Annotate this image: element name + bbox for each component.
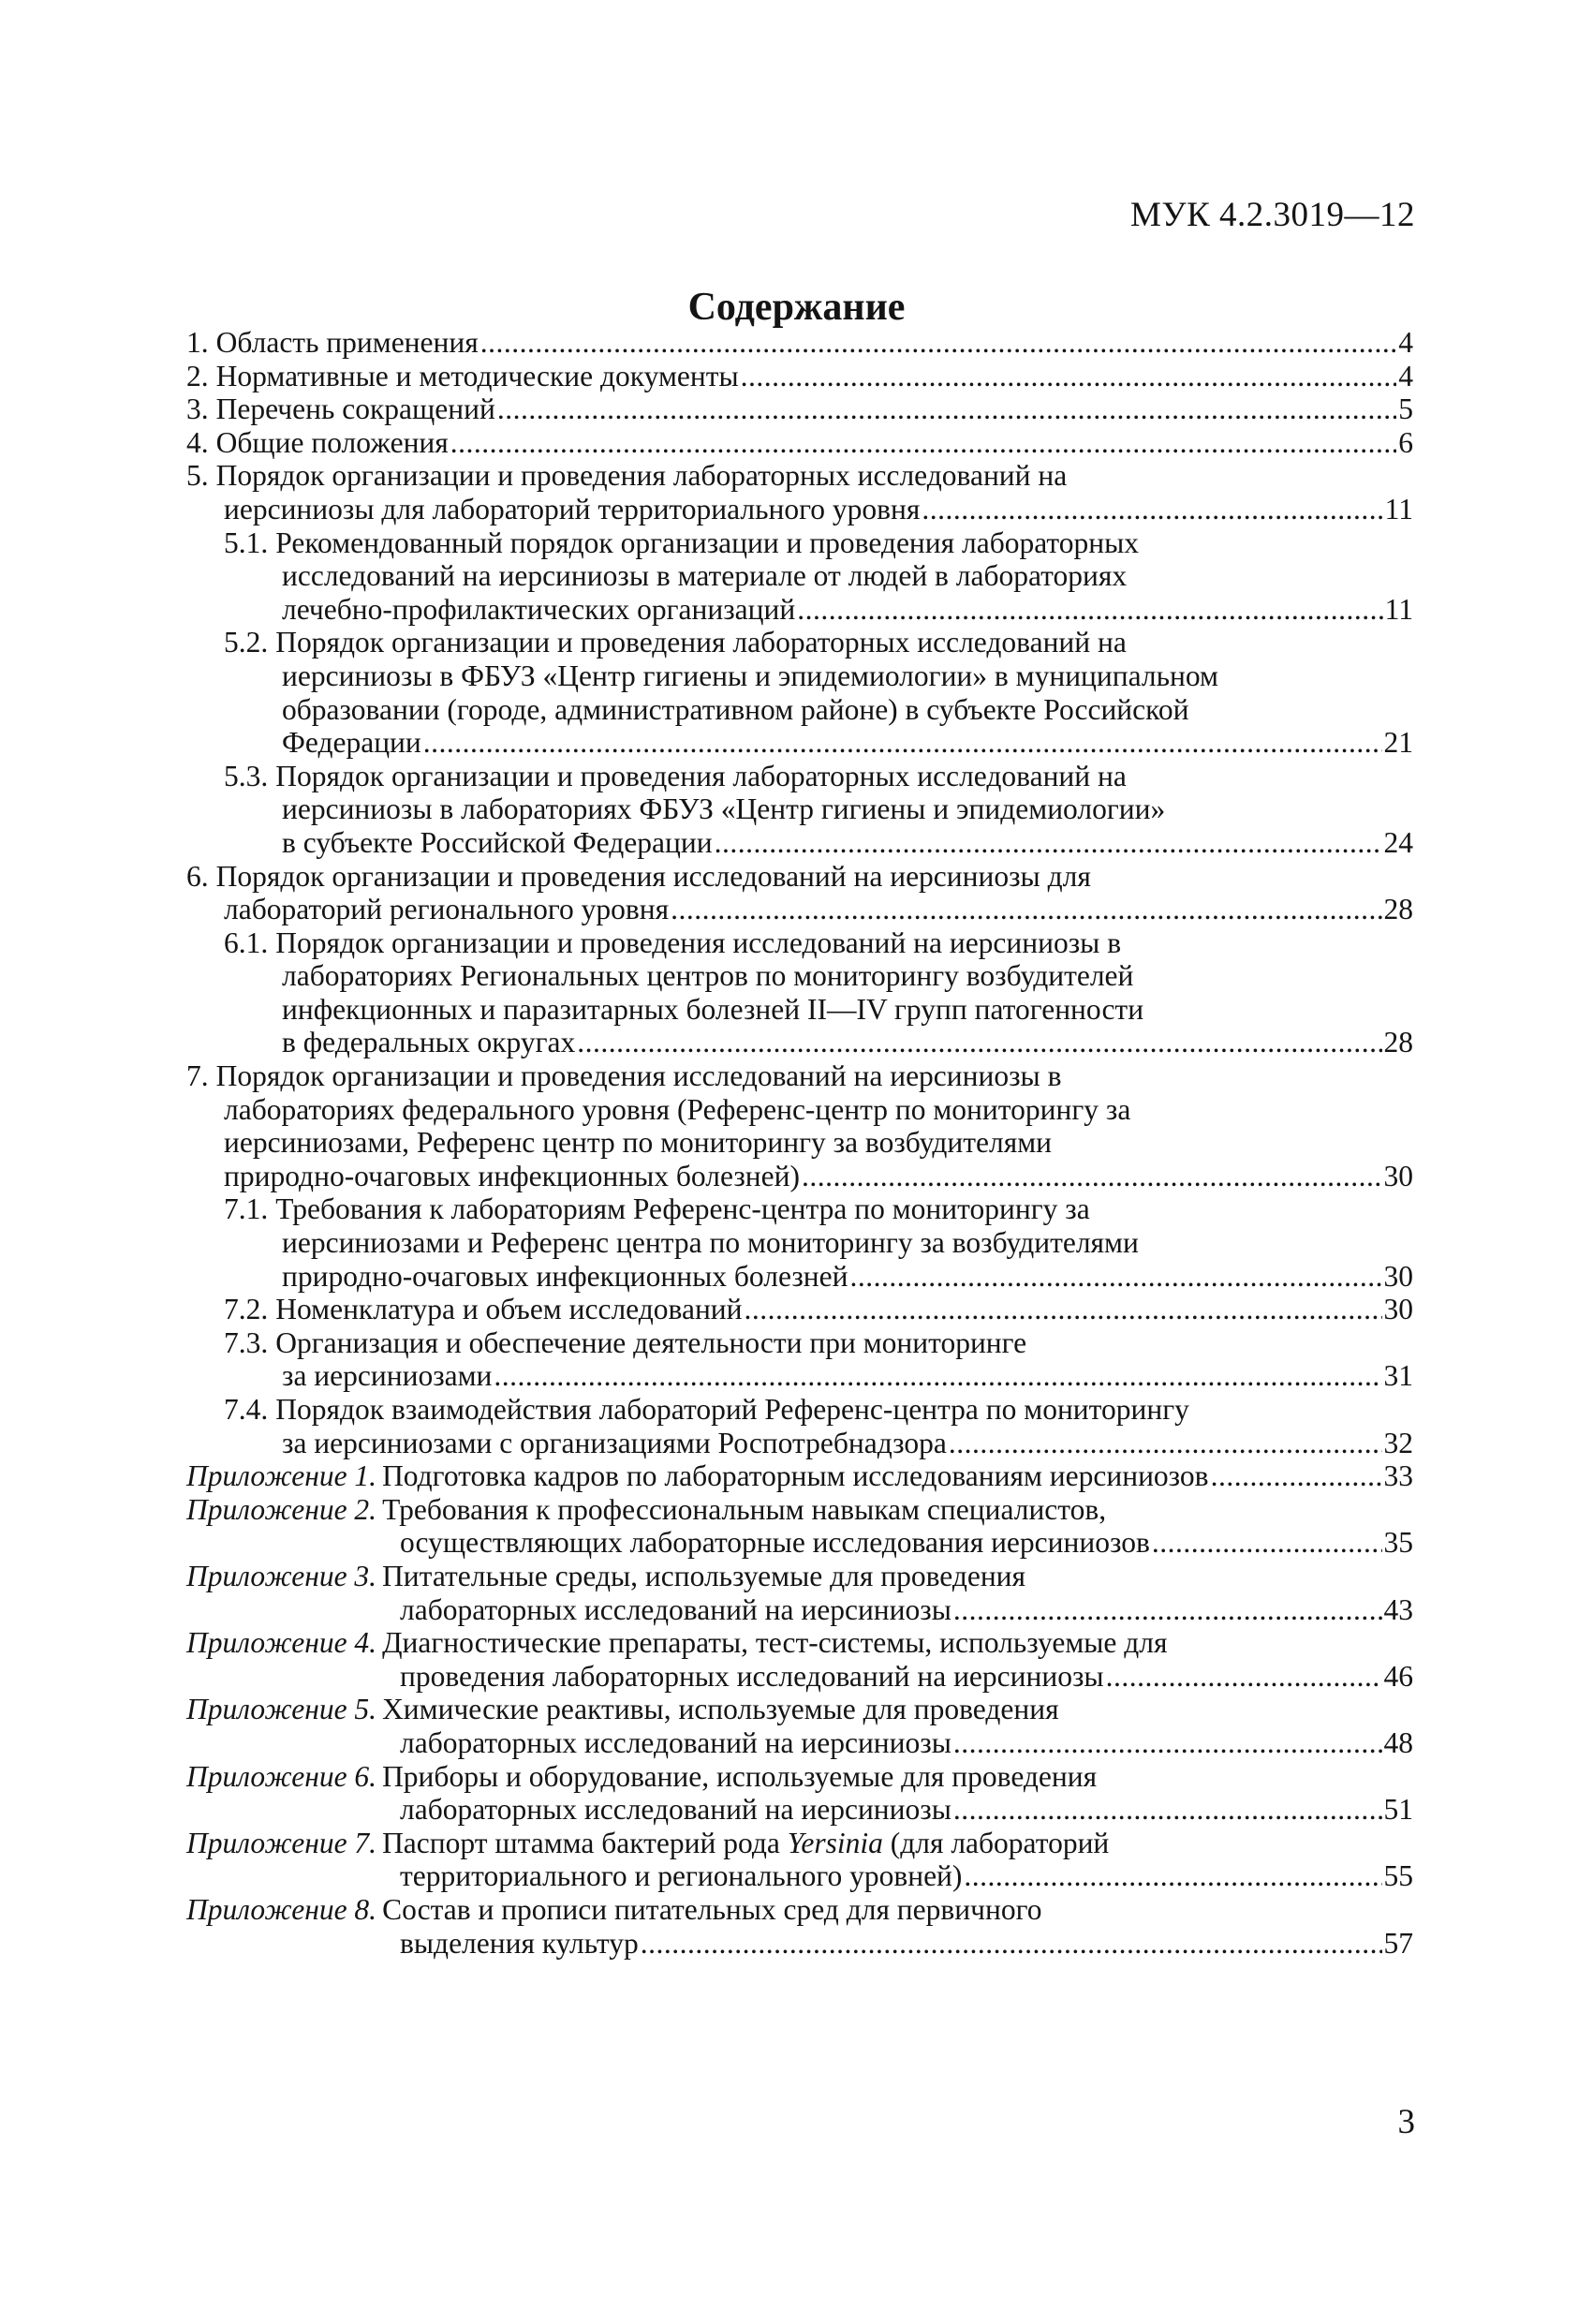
toc-entry-line [224,626,1413,659]
toc-entry-text: Порядок организации и проведения исследований на иерсиниозы в [275,925,1122,959]
toc-entry-line [224,659,1413,693]
section-number: 7. [186,1059,209,1093]
toc-entry[interactable] [186,392,1413,426]
toc-page-number: 11 [1384,492,1413,525]
section-number: 7.2. [224,1293,269,1326]
dot-leader [741,360,1397,393]
table-of-contents [186,326,1413,1960]
toc-entry-last-line [186,1927,1413,1961]
toc-entry-text: Химические реактивы, используемые для проведения [382,1693,1059,1726]
toc-entry-text: Организация и обеспечение деятельности при мониторинге [275,1325,1027,1359]
toc-entry[interactable] [186,1059,1413,1192]
toc-entry-text: Приборы и оборудование, используемые для проведения [382,1759,1098,1793]
section-number: 3. [186,392,209,426]
page-number: 3 [1397,2103,1415,2141]
toc-entry-text: лабораториях Региональных центров по мониторингу возбудителей [282,959,1134,993]
toc-entry-line [186,1760,1413,1794]
toc-entry-text: лабораторных исследований на иерсиниозы [400,1592,951,1626]
toc-entry-text: Порядок организации и проведения исследований на иерсиниозы для [215,859,1091,893]
dot-leader [423,726,1382,760]
toc-entry-last-line [186,360,1413,393]
toc-page-number: 33 [1383,1459,1413,1493]
section-number: 5.2. [224,626,269,659]
dot-leader [494,1359,1381,1393]
toc-entry[interactable] [186,1893,1413,1960]
toc-page-number: 30 [1383,1259,1413,1293]
toc-entry-last-line [186,392,1413,426]
document-code: МУК 4.2.3019—12 [1129,196,1415,234]
dot-leader [964,1859,1381,1893]
toc-entry-text: проведения лабораторных исследований на иерсиниозы [400,1659,1104,1693]
toc-entry-last-line [224,826,1413,860]
toc-entry-text: Состав и прописи питательных сред для первичного [382,1892,1042,1926]
toc-entry-last-line [186,1793,1413,1827]
appendix-label: Приложение 7. [186,1826,377,1859]
toc-entry-last-line [224,1026,1413,1059]
toc-entry-line [224,926,1413,960]
toc-page-number: 43 [1383,1592,1413,1626]
section-number: 6. [186,859,209,893]
toc-entry[interactable] [186,626,1413,759]
dot-leader [715,826,1382,860]
toc-entry-line [186,860,1413,894]
toc-entry-last-line [224,593,1413,627]
toc-page-number: 35 [1383,1526,1413,1560]
toc-entry-text: Требования к профессиональным навыкам специалистов, [382,1492,1107,1526]
toc-entry-text: Диагностические препараты, тест-системы, используемые для [382,1626,1168,1660]
toc-entry-text: территориального и регионального уровней) [400,1859,963,1893]
toc-entry-text: Порядок взаимодействия лабораторий Референс-центра по мониторингу [275,1393,1189,1426]
toc-entry-line [186,1493,1413,1527]
toc-entry-line [224,1226,1413,1260]
section-number: 5.3. [224,759,269,792]
toc-entry-text: лечебно-профилактических организаций [282,592,796,626]
dot-leader [577,1026,1381,1059]
toc-entry-text: иерсиниозы для лабораторий территориального уровня [224,492,921,525]
toc-entry-line [186,1126,1413,1160]
toc-entry-last-line [186,1593,1413,1627]
section-number: 6.1. [224,925,269,959]
toc-entry-last-line [224,726,1413,760]
toc-entry-text: Порядок организации и проведения исследований на иерсиниозы в [215,1059,1062,1093]
section-number: 5. [186,459,209,493]
toc-entry-last-line [224,1427,1413,1460]
toc-page-number: 4 [1398,359,1413,392]
toc-entry-text: образовании (городе, административном районе) в субъекте Российской [282,692,1189,726]
toc-entry-last-line [186,893,1413,926]
toc-page-number: 30 [1383,1293,1413,1326]
toc-entry-line [186,1560,1413,1593]
toc-entry-last-line [186,1160,1413,1193]
section-number: 1. [186,326,209,359]
toc-entry-text: осуществляющих лабораторные исследования иерсиниозов [400,1526,1150,1560]
toc-entry-line [224,1393,1413,1427]
appendix-label: Приложение 5. [186,1693,377,1726]
dot-leader [953,1726,1382,1760]
toc-entry[interactable] [186,1760,1413,1827]
toc-entry[interactable] [186,326,1413,360]
toc-entry-text: Питательные среды, используемые для проведения [382,1559,1026,1592]
toc-entry-text: исследований на иерсиниозы в материале от людей в лабораториях [282,559,1128,593]
dot-leader [450,426,1396,460]
dot-leader [1106,1660,1382,1694]
toc-entry-text: выделения культур [400,1926,639,1960]
toc-entry-text: Требования к лабораториям Референс-центра по мониторингу за [275,1192,1090,1226]
toc-entry[interactable] [186,1459,1413,1493]
toc-entry-text: Паспорт штамма бактерий рода Yersinia (для лабораторий [382,1826,1110,1859]
dot-leader [953,1793,1382,1827]
toc-entry-line [224,1326,1413,1360]
toc-entry-text: Общие положения [215,425,449,459]
appendix-label: Приложение 4. [186,1626,377,1660]
toc-entry-text: Перечень сокращений [215,392,495,426]
toc-page-number: 6 [1398,425,1413,459]
toc-entry-last-line [186,1660,1413,1694]
toc-page-number: 5 [1398,392,1413,426]
toc-entry-text: за иерсиниозами [282,1359,493,1393]
toc-entry[interactable] [186,1560,1413,1626]
toc-entry[interactable] [186,1192,1413,1293]
toc-entry-line [224,1192,1413,1226]
toc-entry-text: иерсиниозы в ФБУЗ «Центр гигиены и эпидемиологии» в муниципальном [282,659,1218,692]
toc-entry-last-line [186,1726,1413,1760]
toc-entry-line [186,1626,1413,1660]
appendix-label: Приложение 2. [186,1492,377,1526]
toc-entry-text: природно-очаговых инфекционных болезней [282,1259,848,1293]
dot-leader [497,392,1396,426]
toc-page-number: 28 [1383,893,1413,926]
toc-entry-last-line [224,1359,1413,1393]
toc-entry-last-line [186,1459,1413,1493]
toc-entry[interactable] [186,459,1413,525]
toc-page-number: 55 [1383,1859,1413,1893]
dot-leader [953,1593,1382,1627]
toc-entry-line [224,792,1413,826]
toc-page-number: 48 [1383,1725,1413,1759]
toc-entry[interactable] [186,1827,1413,1893]
toc-entry-line [186,1093,1413,1127]
section-number: 2. [186,359,209,392]
toc-entry-text: Нормативные и методические документы [215,359,739,392]
toc-entry[interactable] [186,760,1413,860]
toc-entry[interactable] [186,860,1413,926]
toc-entry[interactable] [186,1393,1413,1459]
toc-entry-line [186,459,1413,493]
dot-leader [671,893,1381,926]
dot-leader [802,1160,1382,1193]
appendix-label: Приложение 1. [186,1459,377,1493]
section-number: 7.3. [224,1325,269,1359]
toc-entry[interactable] [186,426,1413,460]
toc-page-number: 46 [1383,1659,1413,1693]
toc-entry-line [186,1893,1413,1927]
toc-entry-last-line [186,493,1413,526]
toc-entry-last-line [224,1260,1413,1294]
toc-entry-text: в федеральных округах [282,1026,576,1059]
dot-leader [849,1260,1381,1294]
toc-entry-text: за иерсиниозами с организациями Роспотребнадзора [282,1426,947,1459]
section-number: 4. [186,425,209,459]
toc-entry-text: иерсиниозами и Референс центра по мониторингу за возбудителями [282,1226,1139,1260]
toc-entry-line [224,526,1413,560]
toc-entry-line [186,1693,1413,1726]
toc-entry-text: природно-очаговых инфекционных болезней) [224,1159,800,1192]
toc-title: Содержание [687,286,906,329]
toc-entry-text: Область применения [215,326,479,359]
toc-page-number: 57 [1383,1926,1413,1960]
dot-leader [797,593,1382,627]
toc-entry-text: лабораторных исследований на иерсиниозы [400,1725,951,1759]
toc-page-number: 11 [1384,592,1413,626]
toc-entry-line [186,1059,1413,1093]
toc-entry[interactable] [186,1626,1413,1693]
toc-entry-text: Номенклатура и объем исследований [275,1293,743,1326]
dot-leader [480,326,1397,360]
appendix-label: Приложение 3. [186,1559,377,1592]
toc-entry[interactable] [186,1293,1413,1326]
toc-entry-text: лабораторий регионального уровня [224,893,670,926]
toc-page-number: 24 [1383,825,1413,859]
toc-entry-text: Федерации [282,726,421,760]
toc-entry-last-line [186,1526,1413,1560]
toc-entry-text: Порядок организации и проведения лабораторных исследований на [275,759,1127,792]
toc-page-number: 32 [1383,1426,1413,1459]
toc-entry-last-line [186,1859,1413,1893]
toc-entry-text: иерсиниозами, Референс центр по мониторингу за возбудителями [224,1126,1052,1160]
toc-entry-text: Рекомендованный порядок организации и проведения лабораторных [275,525,1140,559]
appendix-label: Приложение 8. [186,1892,377,1926]
toc-entry[interactable] [186,360,1413,393]
toc-entry-line [224,693,1413,727]
toc-entry-last-line [224,1293,1413,1326]
appendix-label: Приложение 6. [186,1759,377,1793]
dot-leader [745,1293,1382,1326]
dot-leader [949,1427,1382,1460]
toc-page-number: 31 [1383,1359,1413,1393]
dot-leader [1152,1526,1382,1560]
toc-entry-line [224,959,1413,993]
toc-entry-text: инфекционных и паразитарных болезней II—IV групп патогенности [282,992,1144,1026]
toc-entry[interactable] [186,1693,1413,1759]
dot-leader [922,493,1382,526]
toc-entry-text: в субъекте Российской Федерации [282,825,713,859]
toc-entry[interactable] [186,526,1413,627]
toc-entry-line [224,993,1413,1027]
toc-entry-text: Подготовка кадров по лабораторным исследованиям иерсиниозов [382,1459,1209,1493]
toc-entry[interactable] [186,1493,1413,1560]
toc-page-number: 21 [1383,726,1413,760]
toc-entry-line [224,760,1413,793]
toc-page-number: 30 [1383,1159,1413,1192]
toc-entry-text: Порядок организации и проведения лабораторных исследований на [275,626,1127,659]
toc-entry-line [186,1827,1413,1860]
toc-page-number: 28 [1383,1026,1413,1059]
toc-entry-text: Порядок организации и проведения лабораторных исследований на [215,459,1068,493]
section-number: 7.1. [224,1192,269,1226]
dot-leader [641,1927,1382,1961]
section-number: 5.1. [224,525,269,559]
dot-leader [1211,1459,1382,1493]
toc-entry-last-line [186,426,1413,460]
toc-entry-line [224,559,1413,593]
section-number: 7.4. [224,1393,269,1426]
toc-entry-text: лабораториях федерального уровня (Референс-центр по мониторингу за [224,1092,1131,1126]
toc-entry[interactable] [186,926,1413,1059]
toc-entry[interactable] [186,1326,1413,1393]
toc-entry-text: лабораторных исследований на иерсиниозы [400,1793,951,1827]
toc-entry-text: иерсиниозы в лабораториях ФБУЗ «Центр гигиены и эпидемиологии» [282,792,1166,826]
genus-name: Yersinia [787,1826,883,1859]
toc-page-number: 51 [1383,1793,1413,1827]
toc-entry-last-line [186,326,1413,360]
toc-page-number: 4 [1398,326,1413,359]
